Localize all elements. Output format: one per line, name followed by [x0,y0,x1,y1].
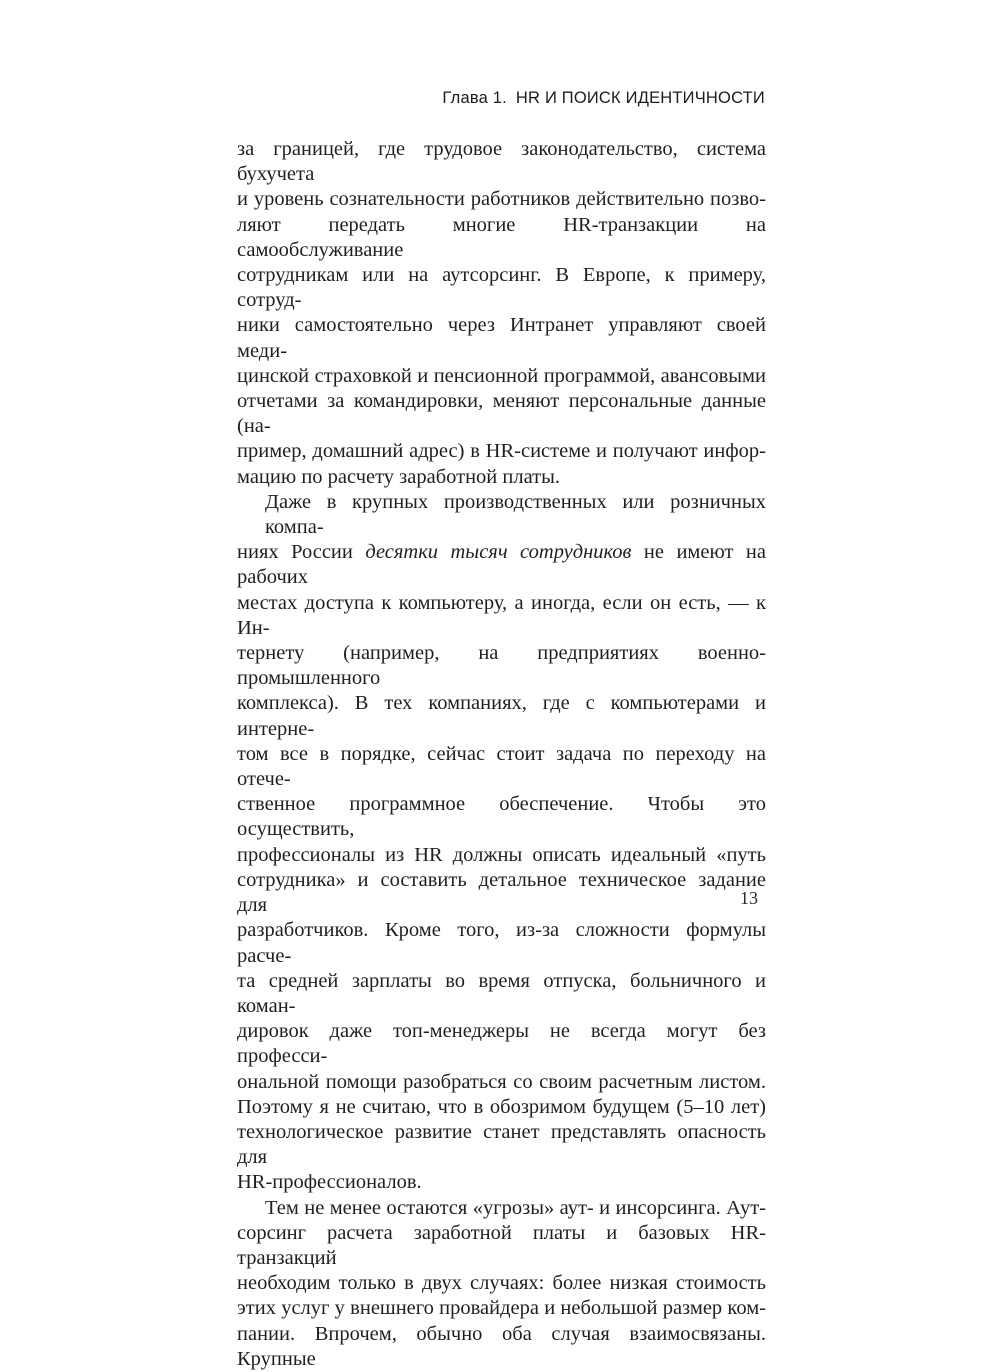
text-line: та средней зарплаты во время отпуска, больничного и коман- [237,969,766,1017]
page-number: 13 [740,888,758,908]
text-line: местах доступа к компьютеру, а иногда, если он есть, — к Ин- [237,591,766,639]
text-line: Поэтому я не считаю, что в обозримом будущем (5–10 лет) [237,1095,766,1118]
text-line: отчетами за командировки, меняют персональные данные (на- [237,390,766,438]
text-line: технологическое развитие станет представлять опасность для [237,1120,766,1169]
text-line: ниях России десятки тысяч сотрудников не имеют на рабочих [237,541,767,589]
text-line: ники самостоятельно через Интранет управляют своей меди- [237,314,766,362]
text-line: тернету (например, на предприятиях военно-промышленного [237,642,766,690]
chapter-label: Глава 1. [442,89,507,107]
text-line: сорсинг расчета заработной платы и базовых HR-транзакций [237,1221,766,1269]
text-line: ональной помощи разобраться со своим расчетным листом. [237,1070,766,1093]
italic-phrase: десятки тысяч сотрудников [365,541,632,564]
text-line: том все в порядке, сейчас стоит задача по переходу на отече- [237,742,766,791]
text-line: сотрудника» и составить детальное техническое задание для [237,868,766,917]
text-line: пример, домашний адрес) в HR-системе и получают инфор- [237,440,766,463]
text-line: цинской страховкой и пенсионной программой, авансовыми [237,364,766,387]
text-line: Даже в крупных производственных или розничных компа- [265,490,766,539]
text-line: Тем не менее остаются «угрозы» аут- и инсорсинга. Аут- [265,1196,766,1219]
body-text [237,137,766,1372]
text-line: пании. Впрочем, обычно оба случая взаимосвязаны. Крупные [237,1322,766,1370]
text-line: ляют передать многие HR-транзакции на самообслуживание [237,213,766,261]
text-line: за границей, где трудовое законодательство, система бухучета [237,138,766,186]
text-line: комплекса). В тех компаниях, где с компьютерами и интерне- [237,692,766,740]
text-line: этих услуг у внешнего провайдера и небольшой размер ком- [237,1297,766,1320]
text-line: и уровень сознательности работников действительно позво- [237,188,766,211]
text-line: профессионалы из HR должны описать идеальный «путь [237,843,766,866]
text-line: сотрудникам или на аутсорсинг. В Европе, к примеру, сотруд- [237,264,766,312]
chapter-title: HR И ПОИСК ИДЕНТИЧНОСТИ [515,89,765,107]
text-line: дировок даже топ-менеджеры не всегда могут без професси- [237,1020,766,1068]
running-header [442,90,765,107]
text-line: ственное программное обеспечение. Чтобы это осуществить, [237,793,766,841]
text-line: необходим только в двух случаях: более низкая стоимость [237,1272,766,1295]
text-line: мацию по расчету заработной платы. [237,465,561,488]
text-line: разработчиков. Кроме того, из-за сложности формулы расче- [237,919,766,967]
text-line: HR-профессионалов. [237,1171,422,1194]
